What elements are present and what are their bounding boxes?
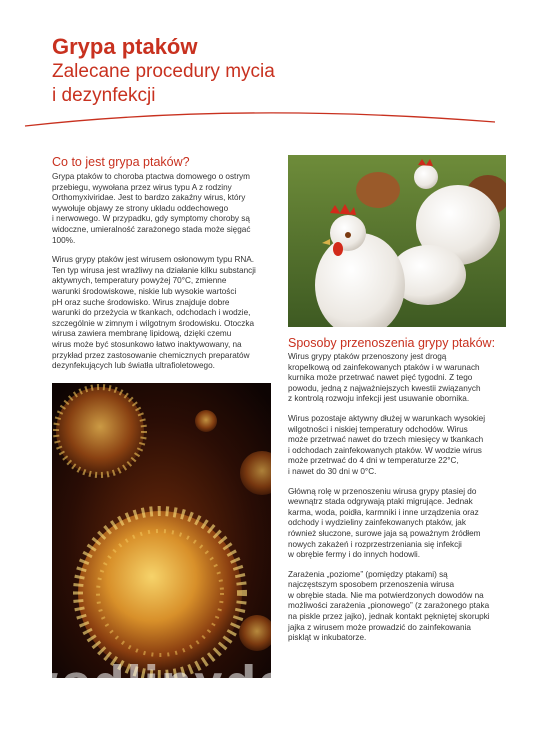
virus-photo	[52, 383, 271, 678]
left-paragraph-2: Wirus grypy ptaków jest wirusem osłonowym typu RNA. Ten typ wirusa jest wrażliwy na działanie kilku substancji aktywnych, temperatury powyżej 70°C, zmienne warunki środowiskowe, niskie lub wysokie wartości pH oraz suche środowisko. Wirus znajduje dobre warunki do przeżycia w tkankach, odchodach i wodzie, szczególnie w zimnym i wilgotnym środowisku. Otoczka wirusa zawiera membranę lipidową, dzięki czemu wirus może być stosunkowo łatwo inaktywowany, na przykład przez zastosowanie chemicznych preparatów dezynfekujących lub światła ultrafioletowego.	[52, 255, 256, 371]
chickens-photo	[288, 155, 506, 327]
right-text-column	[288, 352, 510, 653]
left-paragraph-1: Grypa ptaków to choroba ptactwa domowego o ostrym przebiegu, wywołana przez wirus typu A z rodziny Orthomyxiviridae. Jest to bardzo zakaźny wirus, który wywołuje objawy ze strony układu oddechowego i nerwowego. W przypadku, gdy symptomy choroby są widoczne, umieralność zarażonego stada może sięgać 100%.	[52, 172, 251, 245]
right-paragraph-2: Wirus pozostaje aktywny dłużej w warunkach wysokiej wilgotności i niskiej temperatury odchodów. Wirus może przetrwać nawet do trzech miesięcy w tkankach i odchodach zainfekowanych ptaków. W wodzie wirus może przetrwać do 4 dni w temperaturze 22°C, i nawet do 30 dni w 0°C.	[288, 413, 486, 476]
page-title: Grypa ptaków	[52, 34, 198, 59]
right-paragraph-4: Zarażenia „poziome” (pomiędzy ptakami) są najczęstszym sposobem przenoszenia wirusa w obrębie stada. Nie ma potwierdzonych dowodów na możliwości zarażenia „pionowego” (z zarażonego ptaka na piskle przez jajko), jednak kontakt pękniętej skorupki jajka z wirusem może prowadzić do zainfekowania piskląt w inkubatorze.	[288, 569, 490, 643]
page-subtitle-line2: i dezynfekcji	[52, 85, 156, 106]
right-section-heading: Sposoby przenoszenia grypy ptaków:	[288, 336, 496, 350]
left-section-heading: Co to jest grypa ptaków?	[52, 155, 190, 169]
right-paragraph-3: Główną rolę w przenoszeniu wirusa grypy ptasiej do wewnątrz stada odgrywają ptaki migrujące. Jednak karma, woda, poidła, karmniki i inne urządzenia oraz odchody i wydzieliny zainfekowanych ptaków, jak również słuczone, surowe jaja są poważnym źródłem nowych zakażeń i rozprzestrzeniania się infekcji w obrębie fermy i do innych hodowli.	[288, 486, 481, 560]
page-header	[52, 36, 492, 106]
right-paragraph-1: Wirus grypy ptaków przenoszony jest drogą kropelkową od zainfekowanych ptaków i w warunach kurnika może przetrwać nawet pięć tygodni. Z tego powodu, jedną z najważniejszych kwestii związanych z kontrolą rozwoju infekcji jest usuwanie obornika.	[288, 352, 481, 404]
watermark: wedlinydomowe.pl	[18, 657, 515, 708]
left-text-column	[52, 172, 267, 381]
page-subtitle-line1: Zalecane procedury mycia	[52, 61, 275, 82]
decorative-swoosh-line	[20, 100, 500, 140]
